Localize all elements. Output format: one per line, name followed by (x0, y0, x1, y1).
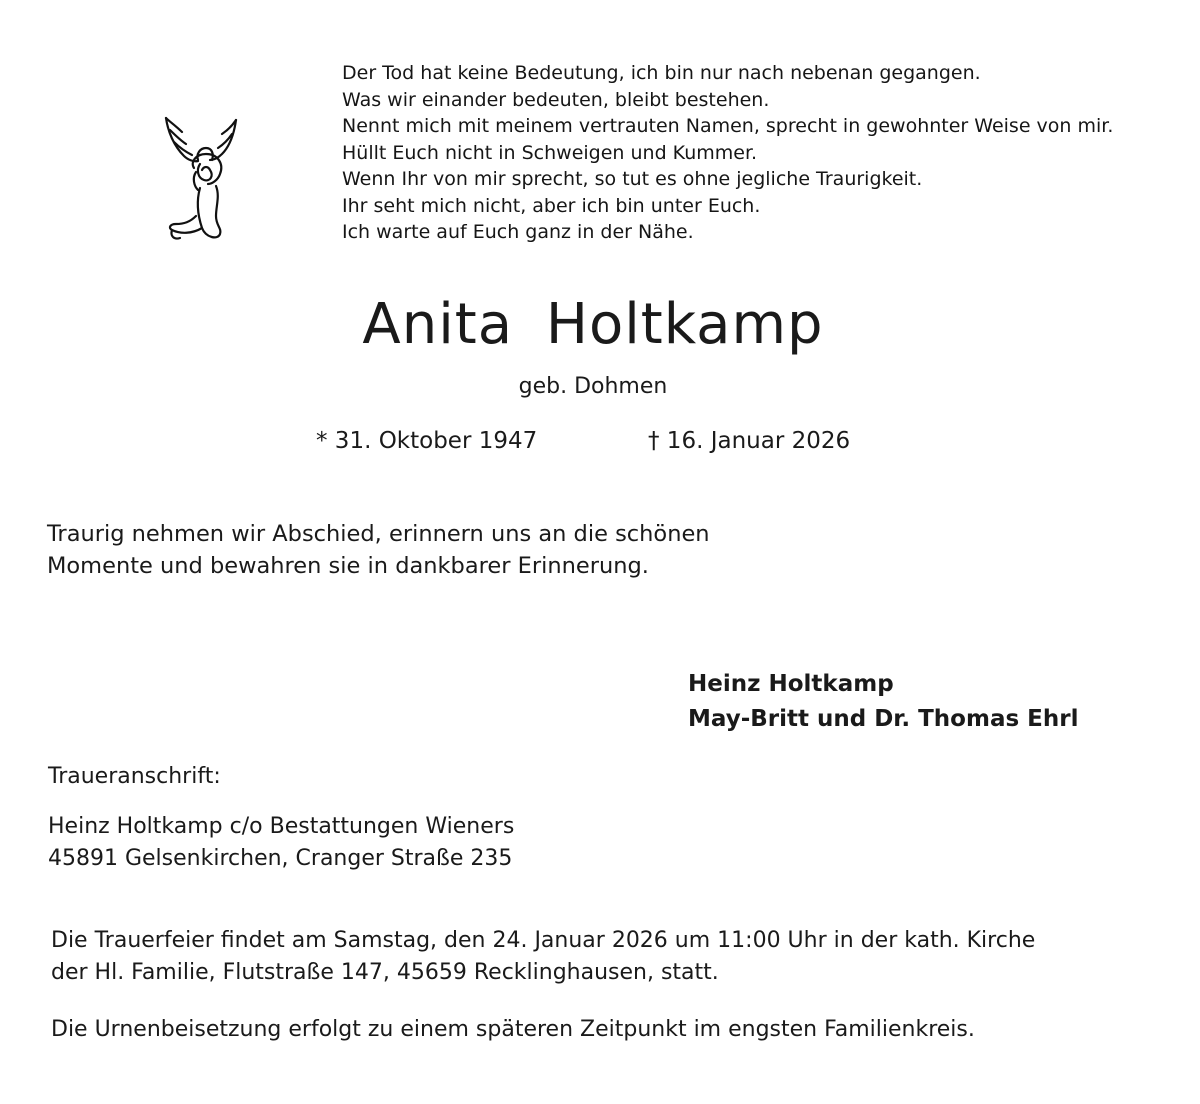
poem-line: Hüllt Euch nicht in Schweigen und Kummer. (342, 141, 758, 164)
address-line: 45891 Gelsenkirchen, Cranger Straße 235 (48, 846, 513, 871)
poem (342, 60, 1113, 246)
birth-name: geb. Dohmen (518, 374, 668, 399)
poem-line: Ich warte auf Euch ganz in der Nähe. (342, 221, 694, 243)
mourning-address (48, 811, 514, 875)
poem-line: Was wir einander bedeuten, bleibt bestehen. (342, 88, 770, 111)
family-member: Heinz Holtkamp (688, 671, 894, 697)
angel-icon (160, 112, 242, 246)
address-line: Heinz Holtkamp c/o Bestattungen Wieners (48, 814, 515, 839)
poem-line: Wenn Ihr von mir sprecht, so tut es ohne jegliche Traurigkeit. (342, 168, 923, 190)
family-signatures (688, 667, 1078, 737)
mourning-text (47, 518, 710, 582)
poem-line: Nennt mich mit meinem vertrauten Namen, sprecht in gewohnter Weise von mir. (342, 115, 1114, 137)
ceremony-line: der Hl. Familie, Flutstraße 147, 45659 Recklinghausen, statt. (51, 960, 719, 985)
deceased-name: Anita Holtkamp (362, 292, 824, 357)
urn-burial-info: Die Urnenbeisetzung erfolgt zu einem späteren Zeitpunkt im engsten Familienkreis. (51, 1017, 975, 1042)
birth-date: * 31. Oktober 1947 (316, 428, 538, 454)
mourning-line: Momente und bewahren sie in dankbarer Erinnerung. (47, 553, 649, 579)
ceremony-info (51, 925, 1035, 989)
poem-line: Der Tod hat keine Bedeutung, ich bin nur nach nebenan gegangen. (342, 62, 981, 84)
death-date: † 16. Januar 2026 (648, 428, 851, 454)
mourning-line: Traurig nehmen wir Abschied, erinnern uns an die schönen (47, 521, 710, 547)
ceremony-line: Die Trauerfeier findet am Samstag, den 24. Januar 2026 um 11:00 Uhr in der kath. Kirche (51, 928, 1036, 953)
family-member: May-Britt und Dr. Thomas Ehrl (688, 706, 1079, 732)
poem-line: Ihr seht mich nicht, aber ich bin unter Euch. (342, 194, 761, 217)
address-label: Traueranschrift: (48, 764, 221, 789)
